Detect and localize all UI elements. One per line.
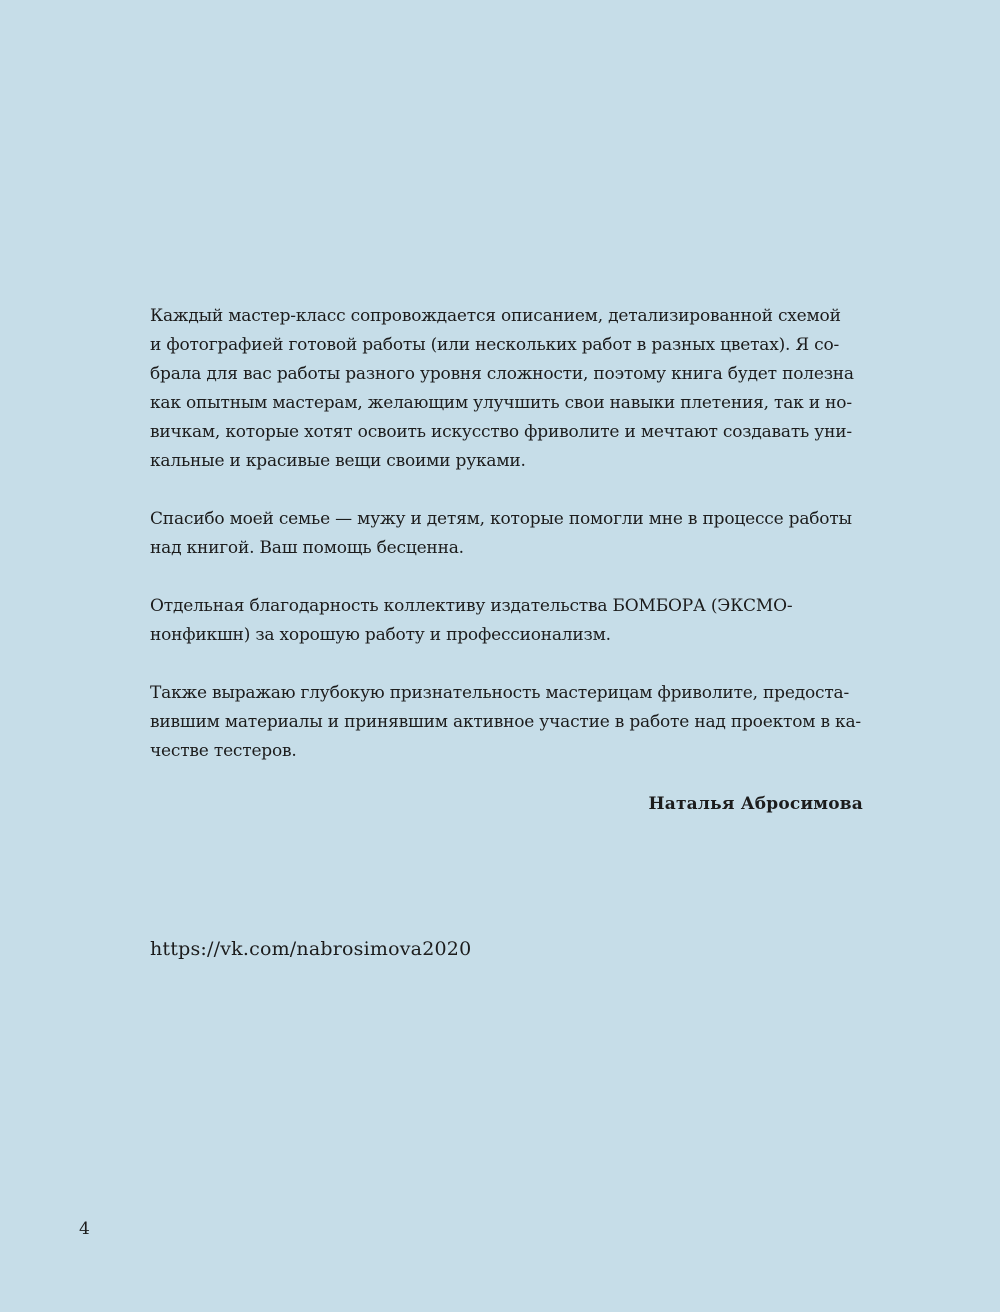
paragraph-family-thanks xyxy=(150,505,870,563)
text-line: над книгой. Ваш помощь бесценна. xyxy=(150,538,464,558)
text-line: Отдельная благодарность коллективу издательства БОМБОРА (ЭКСМО- xyxy=(150,596,793,616)
text-line: Также выражаю глубокую признательность мастерицам фриволите, предоста- xyxy=(150,683,850,703)
author-signature: Наталья Абросимова xyxy=(648,794,863,814)
page-number: 4 xyxy=(79,1219,90,1239)
paragraph-publisher-thanks xyxy=(150,592,870,650)
text-line: брала для вас работы разного уровня сложности, поэтому книга будет полезна xyxy=(150,364,854,384)
text-line: вичкам, которые хотят освоить искусство фриволите и мечтают создавать уни- xyxy=(150,422,852,442)
text-line: нонфикшн) за хорошую работу и профессионализм. xyxy=(150,625,611,645)
main-text xyxy=(150,302,870,766)
text-line: и фотографией готовой работы (или нескольких работ в разных цветах). Я со- xyxy=(150,335,840,355)
text-line: кальные и красивые вещи своими руками. xyxy=(150,451,526,471)
paragraph-intro xyxy=(150,302,870,476)
social-link[interactable]: https://vk.com/nabrosimova2020 xyxy=(150,938,472,960)
text-line: как опытным мастерам, желающим улучшить свои навыки плетения, так и но- xyxy=(150,393,852,413)
text-line: Каждый мастер-класс сопровождается описанием, детализированной схемой xyxy=(150,306,841,326)
text-line: вившим материалы и принявшим активное участие в работе над проектом в ка- xyxy=(150,712,861,732)
text-line: честве тестеров. xyxy=(150,741,297,761)
paragraph-testers-thanks xyxy=(150,679,870,766)
text-line: Спасибо моей семье — мужу и детям, которые помогли мне в процессе работы xyxy=(150,509,852,529)
